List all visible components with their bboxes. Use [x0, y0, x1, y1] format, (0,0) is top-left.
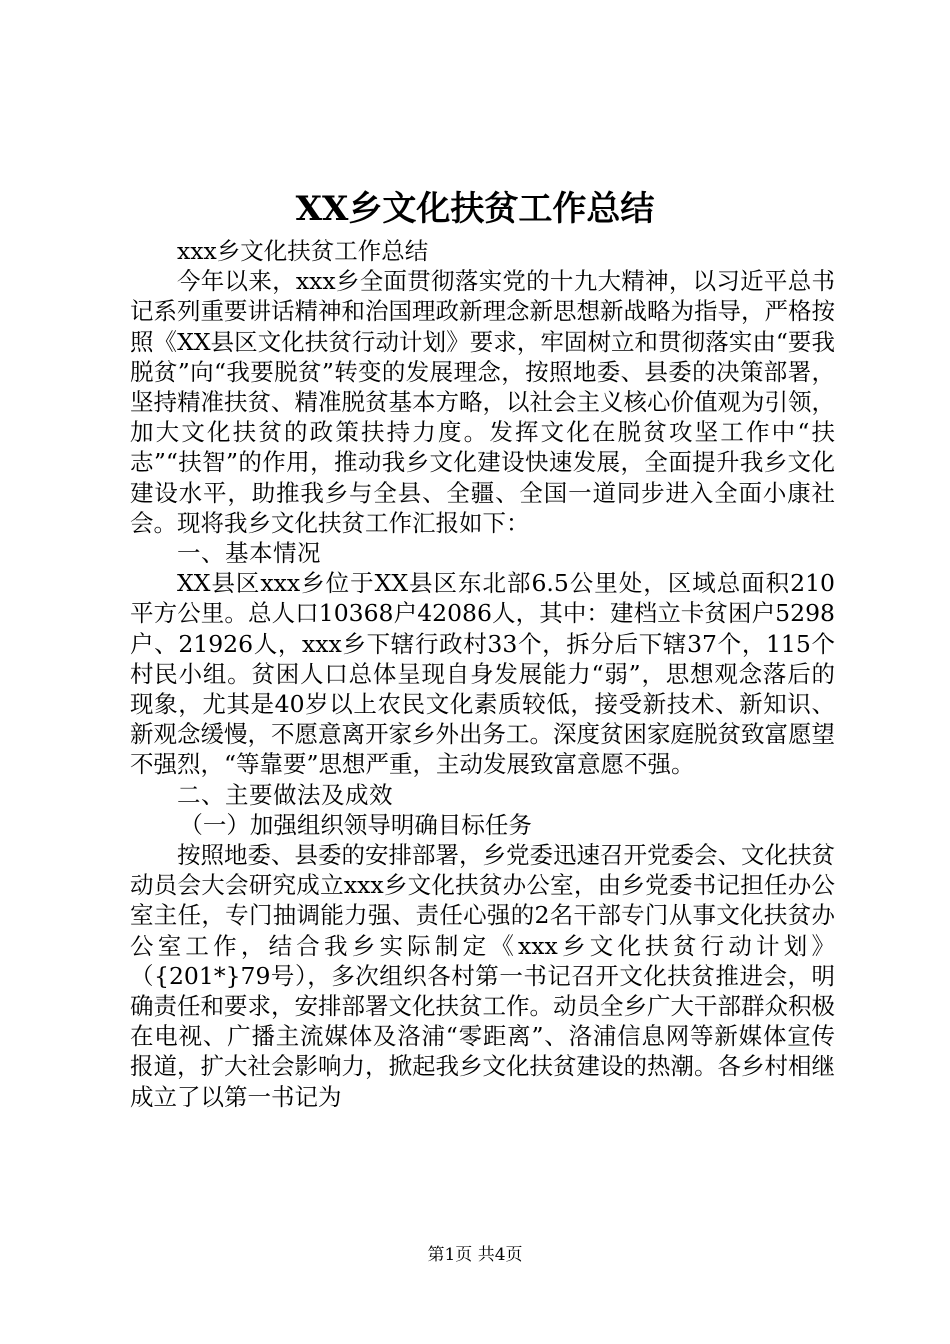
paragraph-basic-situation: XX县区xxx乡位于XX县区东北部6.5公里处，区域总面积210平方公里。总人口10368户42086人，其中：建档立卡贫困户5298户、21926人，xxx乡下辖行政村33个，拆分后下辖37个，115个村民小组。贫困人口总体呈现自身发展能力“弱”，思想观念落后的现象，尤其是40岁以上农民文化素质较低，接受新技术、新知识、新观念缓慢，不愿意离开家乡外出务工。深度贫困家庭脱贫致富愿望不强烈，“等靠要”思想严重，主动发展致富意愿不强。	[130, 569, 835, 779]
document-title: XX乡文化扶贫工作总结	[295, 189, 655, 229]
paragraph-intro: 今年以来，xxx乡全面贯彻落实党的十九大精神，以习近平总书记系列重要讲话精神和治国理政新理念新思想新战略为指导，严格按照《XX县区文化扶贫行动计划》要求，牢固树立和贯彻落实由“要我脱贫”向“我要脱贫”转变的发展理念，按照地委、县委的决策部署，坚持精准扶贫、精准脱贫基本方略，以社会主义核心价值观为引领，加大文化扶贫的政策扶持力度。发挥文化在脱贫攻坚工作中“扶志”“扶智”的作用，推动我乡文化建设快速发展，全面提升我乡文化建设水平，助推我乡与全县、全疆、全国一道同步进入全面小康社会。现将我乡文化扶贫工作汇报如下：	[130, 267, 835, 537]
section-heading-main-practices: 二、主要做法及成效	[177, 780, 393, 809]
paragraph-subtitle: xxx乡文化扶贫工作总结	[177, 237, 429, 265]
section-heading-basic-situation: 一、基本情况	[177, 539, 321, 568]
subsection-heading-organization: （一）加强组织领导明确目标任务	[179, 810, 532, 839]
paragraph-organization: 按照地委、县委的安排部署，乡党委迅速召开党委会、文化扶贫动员会大会研究成立xxx乡文化扶贫办公室，由乡党委书记担任办公室主任，专门抽调能力强、责任心强的2名干部专门从事文化扶贫办公室工作，结合我乡实际制定《xxx乡文化扶贫行动计划》（{201*}79号），多次组织各村第一书记召开文化扶贫推进会，明确责任和要求，安排部署文化扶贫工作。动员全乡广大干部群众积极在电视、广播主流媒体及洛浦“零距离”、洛浦信息网等新媒体宣传报道，扩大社会影响力，掀起我乡文化扶贫建设的热潮。各乡村相继成立了以第一书记为	[130, 841, 835, 1111]
document-body	[130, 236, 835, 1112]
page-footer: 第1页 共4页	[427, 1245, 523, 1265]
